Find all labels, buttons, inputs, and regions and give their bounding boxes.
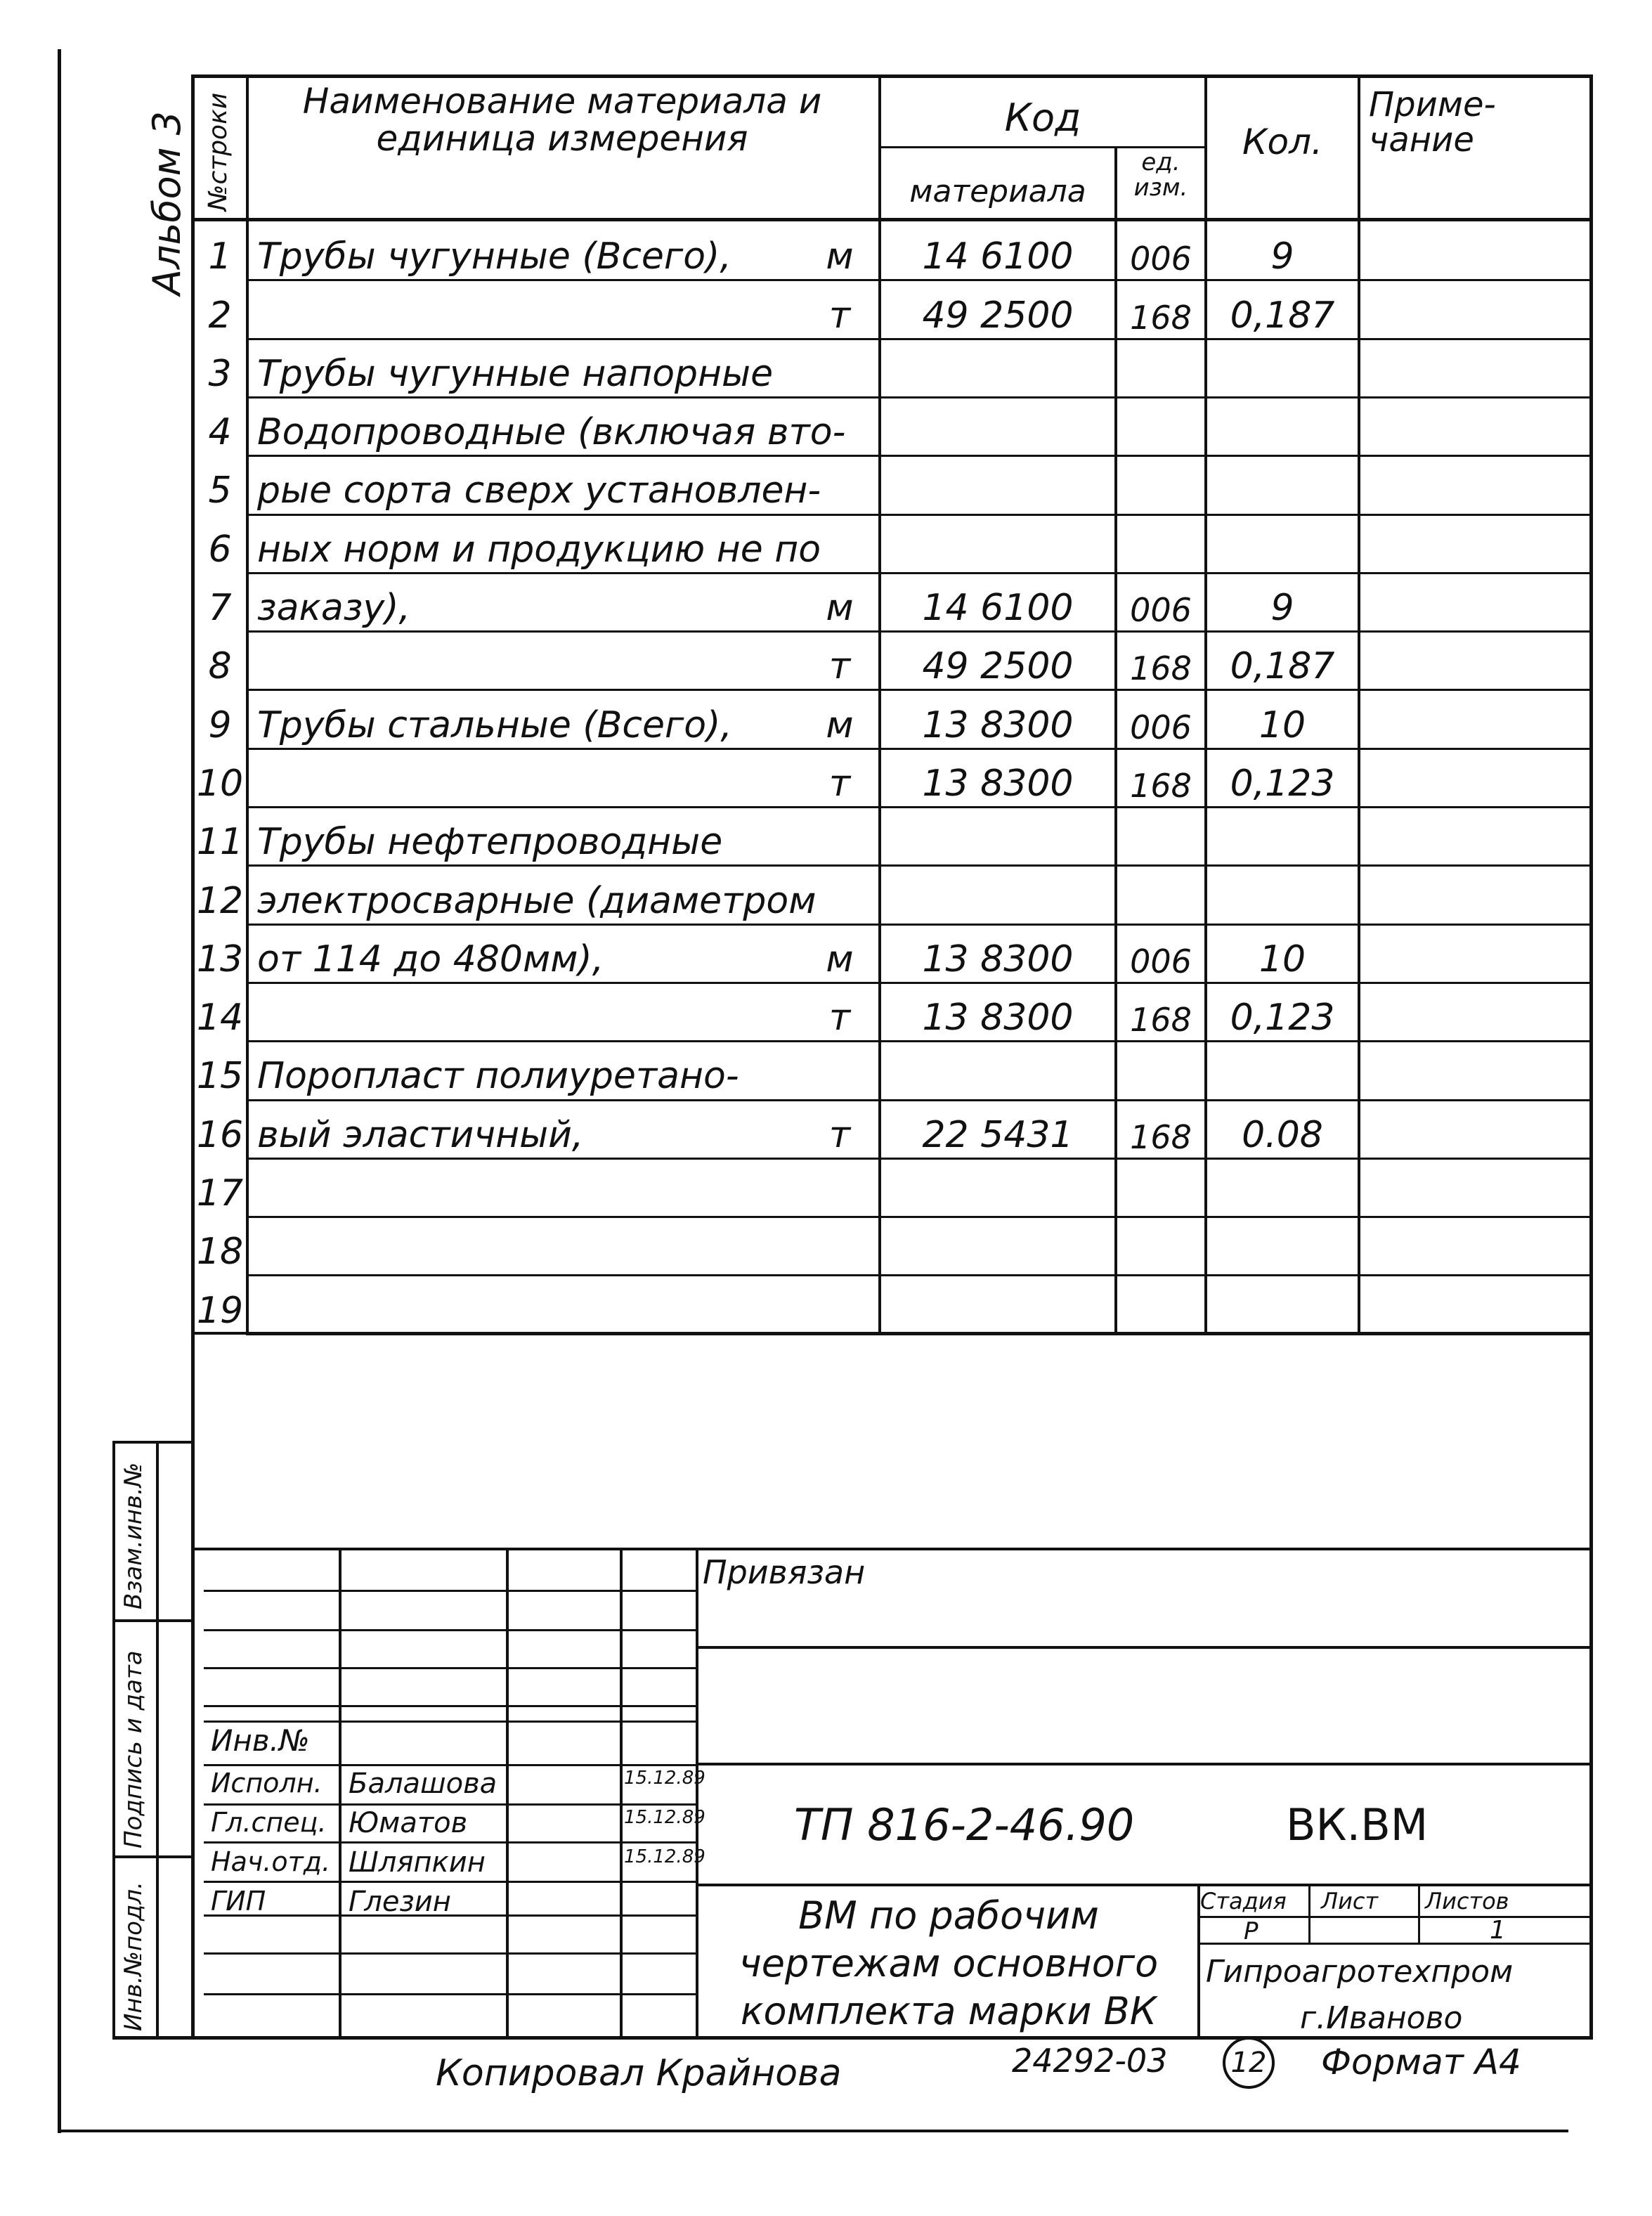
row-number: 11 xyxy=(196,821,244,864)
signature-date: 15.12.89 xyxy=(624,1846,705,1867)
unit-code: 168 xyxy=(1130,298,1192,337)
quantity: 0,187 xyxy=(1230,294,1335,337)
signature-name: Глезин xyxy=(349,1886,451,1918)
material-unit xyxy=(808,341,871,392)
stamp-vline-sheet xyxy=(1308,1884,1310,1944)
material-name: от 114 до 480мм), xyxy=(257,938,604,980)
copied-by: Копировал Крайнова xyxy=(436,2052,842,2094)
col-line-num xyxy=(246,74,249,1334)
material-unit xyxy=(808,1277,871,1328)
row-separator xyxy=(246,748,1592,750)
quantity xyxy=(1207,458,1358,509)
material-code xyxy=(883,1277,1113,1328)
material-unit xyxy=(808,1219,871,1270)
side-strip-div2 xyxy=(112,1855,194,1858)
unit-code xyxy=(1117,341,1204,392)
signature-role: Исполн. xyxy=(211,1768,323,1799)
stage-value: Р xyxy=(1244,1917,1258,1945)
stamp-vline-1 xyxy=(339,1548,342,2040)
quantity xyxy=(1207,1219,1358,1270)
material-unit: м xyxy=(826,587,854,630)
stamp-vline-main xyxy=(696,1548,698,2040)
name-header: Наименование материала и единица измерения xyxy=(302,81,822,159)
unit-code: 168 xyxy=(1130,649,1192,688)
material-name: электросварные (диаметром xyxy=(257,879,817,922)
row-number: 16 xyxy=(196,1113,244,1156)
unit-code xyxy=(1117,399,1204,451)
quantity: 0,187 xyxy=(1230,645,1335,688)
row-number: 1 xyxy=(208,235,232,278)
quantity xyxy=(1207,809,1358,860)
material-name xyxy=(257,282,805,333)
signature-date: 15.12.89 xyxy=(624,1807,705,1828)
unit-code xyxy=(1117,809,1204,860)
material-name: Трубы чугунные напорные xyxy=(257,352,774,395)
unit-code xyxy=(1117,458,1204,509)
material-unit: м xyxy=(826,704,854,746)
material-name: рые сорта сверх установлен- xyxy=(257,469,821,512)
table-top-line xyxy=(191,74,1593,78)
row-number: 18 xyxy=(196,1231,244,1274)
material-name xyxy=(257,1277,805,1328)
code-unit-header: ед. изм. xyxy=(1133,148,1188,202)
row-number: 13 xyxy=(196,938,244,980)
stamp-grid-line xyxy=(204,1590,696,1592)
doc-title-line: комплекта марки ВК xyxy=(740,1989,1157,2033)
stamp-grid-line xyxy=(204,1721,696,1723)
row-separator xyxy=(246,279,1592,281)
quantity: 10 xyxy=(1258,938,1306,980)
material-name: Водопроводные (включая вто- xyxy=(257,411,846,454)
stamp-grid-line xyxy=(204,1881,696,1883)
quantity xyxy=(1207,399,1358,451)
vzam-inv-label: Взам.инв.№ xyxy=(119,1462,148,1609)
material-code: 22 5431 xyxy=(922,1113,1074,1156)
material-code xyxy=(883,1160,1113,1212)
bottom-margin-line xyxy=(58,2130,1568,2132)
side-strip-div1 xyxy=(112,1619,194,1622)
circled-number xyxy=(1223,2037,1275,2089)
signature-name: Балашова xyxy=(349,1768,497,1800)
row-separator xyxy=(246,572,1592,574)
archive-number: 24292-03 xyxy=(1012,2042,1168,2080)
unit-code xyxy=(1117,517,1204,568)
stamp-line-c xyxy=(696,1884,1593,1886)
material-name: Трубы чугунные (Всего), xyxy=(257,235,731,278)
material-code: 49 2500 xyxy=(922,645,1074,688)
material-name: Трубы нефтепроводные xyxy=(257,821,723,864)
album-label: Альбом 3 xyxy=(145,111,189,295)
side-strip-mid xyxy=(156,1441,159,2040)
signature-role: Гл.спец. xyxy=(211,1807,327,1838)
unit-code: 168 xyxy=(1130,1117,1192,1156)
material-code: 13 8300 xyxy=(922,997,1074,1039)
row-separator xyxy=(246,1158,1592,1160)
material-unit: т xyxy=(828,645,851,688)
doc-title-line: чертежам основного xyxy=(739,1941,1159,1985)
sheets-label: Листов xyxy=(1425,1888,1509,1914)
material-name: заказу), xyxy=(257,587,411,630)
row-separator xyxy=(246,1333,1592,1335)
doc-mark: ВК.ВМ xyxy=(1286,1799,1429,1851)
unit-code: 006 xyxy=(1130,708,1192,746)
material-code xyxy=(883,1219,1113,1270)
col-line-qty xyxy=(1358,74,1360,1334)
note-header: Приме- чание xyxy=(1369,85,1496,160)
stamp-grid-line xyxy=(204,1629,696,1631)
signature-role: Нач.отд. xyxy=(211,1846,331,1877)
material-name xyxy=(257,985,805,1036)
side-strip-left xyxy=(112,1441,115,2040)
row-separator xyxy=(246,806,1592,808)
unit-code: 006 xyxy=(1130,591,1192,630)
row-separator xyxy=(246,455,1592,457)
row-separator xyxy=(246,982,1592,984)
row-number: 9 xyxy=(208,704,232,746)
table-bottom-line xyxy=(112,2036,1593,2040)
material-code xyxy=(883,517,1113,568)
stamp-grid-line xyxy=(204,1803,696,1806)
quantity xyxy=(1207,1043,1358,1094)
unit-code: 168 xyxy=(1130,1001,1192,1039)
quantity: 9 xyxy=(1270,587,1294,630)
material-code: 14 6100 xyxy=(922,587,1074,630)
unit-code: 168 xyxy=(1130,766,1192,805)
material-code: 14 6100 xyxy=(922,235,1074,278)
left-margin-line xyxy=(58,49,61,2133)
stage-label: Стадия xyxy=(1200,1888,1287,1914)
row-separator xyxy=(246,1216,1592,1218)
inv-no-label: Инв.№ xyxy=(211,1723,310,1758)
unit-code xyxy=(1117,1160,1204,1212)
row-number: 8 xyxy=(208,645,232,688)
row-number: 15 xyxy=(196,1055,244,1098)
row-number-header: №строки xyxy=(204,92,233,211)
material-unit xyxy=(808,458,871,509)
material-code xyxy=(883,1043,1113,1094)
unit-code xyxy=(1117,1277,1204,1328)
row-separator xyxy=(246,396,1592,399)
circled-number-text: 12 xyxy=(1230,2047,1267,2079)
material-unit xyxy=(808,867,871,919)
header-bottom-line xyxy=(191,218,1593,221)
unit-code xyxy=(1117,1043,1204,1094)
row-separator xyxy=(246,338,1592,340)
material-name: Поропласт полиуретано- xyxy=(257,1055,739,1098)
quantity: 0,123 xyxy=(1230,997,1335,1039)
stamp-grid-line xyxy=(204,1667,696,1669)
material-unit: т xyxy=(828,294,851,337)
material-unit xyxy=(808,1043,871,1094)
table-left-line xyxy=(191,74,195,2040)
unit-code: 006 xyxy=(1130,240,1192,278)
row-separator xyxy=(246,1274,1592,1276)
stamp-vline-sheets xyxy=(1418,1884,1420,1944)
stamp-grid-line xyxy=(204,1952,696,1955)
row-separator xyxy=(246,630,1592,633)
doc-title xyxy=(703,1892,1195,2035)
material-code: 13 8300 xyxy=(922,938,1074,980)
quantity xyxy=(1207,1160,1358,1212)
privyazan-label: Привязан xyxy=(703,1553,866,1591)
material-code xyxy=(883,399,1113,451)
material-name: Трубы стальные (Всего), xyxy=(257,704,732,746)
material-code: 49 2500 xyxy=(922,294,1074,337)
quantity: 0.08 xyxy=(1242,1113,1323,1156)
row-number: 2 xyxy=(208,294,232,337)
material-unit xyxy=(808,399,871,451)
stamp-grid-line xyxy=(204,1841,696,1844)
material-unit xyxy=(808,517,871,568)
material-unit xyxy=(808,809,871,860)
material-unit: т xyxy=(828,1113,851,1156)
row-number: 19 xyxy=(196,1289,244,1332)
signature-name: Шляпкин xyxy=(349,1846,486,1879)
material-code xyxy=(883,867,1113,919)
material-code xyxy=(883,809,1113,860)
sheets-value: 1 xyxy=(1490,1916,1506,1945)
stamp-line-a xyxy=(696,1646,1593,1649)
quantity xyxy=(1207,517,1358,568)
unit-code xyxy=(1117,867,1204,919)
row-separator xyxy=(246,514,1592,516)
row-separator xyxy=(246,689,1592,691)
row-number: 6 xyxy=(208,528,232,571)
row-number: 3 xyxy=(208,352,232,395)
org-city: г.Иваново xyxy=(1300,2000,1463,2036)
material-name: вый эластичный, xyxy=(257,1113,584,1156)
code-header: Код xyxy=(1004,96,1081,140)
doc-title-line: ВМ по рабочим xyxy=(798,1893,1099,1938)
quantity: 9 xyxy=(1270,235,1294,278)
quantity: 0,123 xyxy=(1230,762,1335,805)
org-name: Гипроагротехпром xyxy=(1206,1954,1514,1990)
row-separator xyxy=(246,1099,1592,1101)
stamp-top-line xyxy=(191,1548,1593,1550)
material-unit xyxy=(808,1160,871,1212)
material-code xyxy=(883,458,1113,509)
code-material-header: материала xyxy=(909,174,1086,209)
material-name xyxy=(257,1219,805,1270)
sheet-label: Лист xyxy=(1321,1888,1379,1914)
row-number: 17 xyxy=(196,1172,244,1215)
material-name xyxy=(257,751,805,802)
signature-date: 15.12.89 xyxy=(624,1768,705,1789)
material-name xyxy=(257,1160,805,1212)
material-unit: м xyxy=(826,235,854,278)
material-name: ных норм и продукцию не по xyxy=(257,528,821,571)
row-number: 4 xyxy=(208,411,232,454)
material-unit: т xyxy=(828,762,851,805)
unit-code xyxy=(1117,1219,1204,1270)
row-separator xyxy=(246,864,1592,867)
qty-header: Кол. xyxy=(1242,122,1322,162)
signature-date-label: Подпись и дата xyxy=(119,1650,148,1848)
material-code: 13 8300 xyxy=(922,762,1074,805)
material-unit: м xyxy=(826,938,854,980)
table-right-line xyxy=(1589,74,1593,2040)
stamp-line-b xyxy=(696,1763,1593,1765)
row-separator xyxy=(246,924,1592,926)
signature-name: Юматов xyxy=(349,1807,468,1839)
quantity xyxy=(1207,1277,1358,1328)
material-unit: т xyxy=(828,997,851,1039)
quantity: 10 xyxy=(1258,704,1306,746)
row-number: 10 xyxy=(196,762,244,805)
stamp-grid-line xyxy=(204,1764,696,1766)
material-code: 13 8300 xyxy=(922,704,1074,746)
quantity xyxy=(1207,341,1358,392)
row-separator xyxy=(246,1040,1592,1042)
signature-role: ГИП xyxy=(211,1886,266,1917)
side-strip-top xyxy=(112,1441,194,1444)
row-number: 5 xyxy=(208,469,232,512)
stamp-vline-3 xyxy=(620,1548,623,2040)
quantity xyxy=(1207,867,1358,919)
row-number: 7 xyxy=(208,587,232,630)
format-label: Формат А4 xyxy=(1321,2042,1521,2082)
unit-code: 006 xyxy=(1130,942,1192,980)
inv-podl-label: Инв.№подл. xyxy=(119,1881,148,2031)
row-number: 14 xyxy=(196,997,244,1039)
col-line-name xyxy=(878,74,881,1334)
stamp-grid-line xyxy=(204,1705,696,1707)
doc-code: ТП 816-2-46.90 xyxy=(794,1799,1135,1851)
stamp-vline-2 xyxy=(506,1548,509,2040)
material-code xyxy=(883,341,1113,392)
row-number: 12 xyxy=(196,879,244,922)
stamp-grid-line xyxy=(204,1993,696,1995)
material-name xyxy=(257,633,805,685)
